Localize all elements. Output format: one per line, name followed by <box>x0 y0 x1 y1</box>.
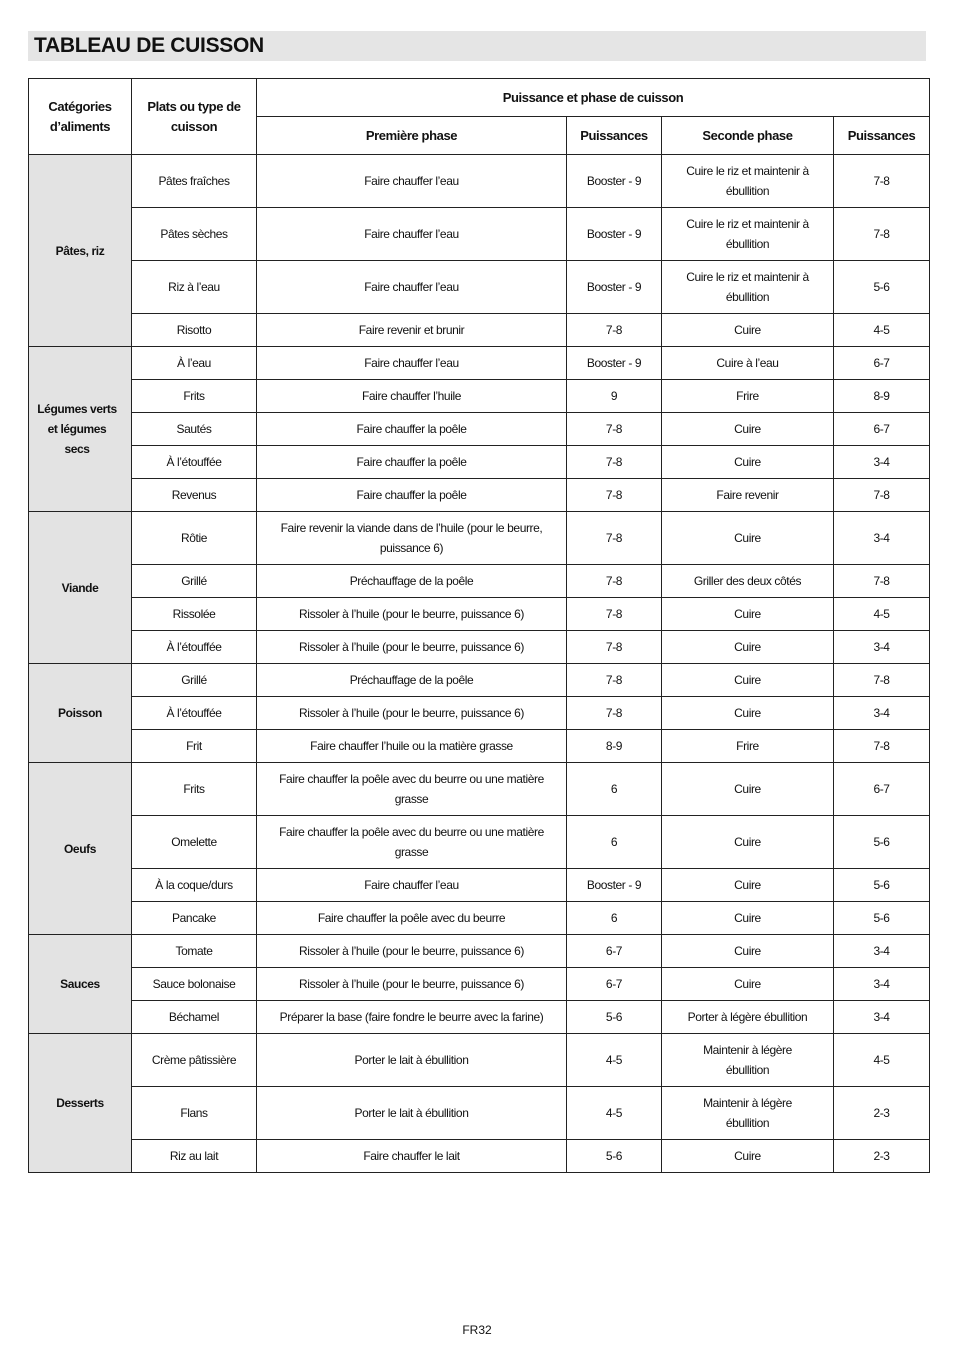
power2-cell: 5-6 <box>834 261 930 314</box>
phase2-cell: Cuire <box>662 816 834 869</box>
phase2-cell: Cuire <box>662 512 834 565</box>
phase1-cell: Porter le lait à ébullition <box>257 1034 567 1087</box>
power1-cell: 7-8 <box>567 314 662 347</box>
phase1-cell: Faire chauffer l’huile <box>257 380 567 413</box>
table-row <box>29 479 930 512</box>
power2-cell: 6-7 <box>834 413 930 446</box>
power2-cell: 3-4 <box>834 446 930 479</box>
phase2-cell: Faire revenir <box>662 479 834 512</box>
phase1-cell: Faire chauffer la poêle <box>257 446 567 479</box>
table-row <box>29 1140 930 1173</box>
category-cell: Légumes verts et légumes secs <box>29 347 132 512</box>
power2-cell: 4-5 <box>834 314 930 347</box>
table-row <box>29 902 930 935</box>
category-cell: Desserts <box>29 1034 132 1173</box>
power1-cell: 5-6 <box>567 1140 662 1173</box>
phase1-cell: Faire chauffer le lait <box>257 1140 567 1173</box>
dish-cell: Rissolée <box>132 598 257 631</box>
power2-cell: 3-4 <box>834 968 930 1001</box>
power1-cell: 6 <box>567 816 662 869</box>
table-row <box>29 565 930 598</box>
power1-cell: 6-7 <box>567 968 662 1001</box>
category-cell: Sauces <box>29 935 132 1034</box>
phase1-cell: Préparer la base (faire fondre le beurre avec la farine) <box>257 1001 567 1034</box>
power1-cell: 7-8 <box>567 697 662 730</box>
power2-cell: 2-3 <box>834 1140 930 1173</box>
dish-cell: Riz à l’eau <box>132 261 257 314</box>
power2-cell: 7-8 <box>834 155 930 208</box>
phase1-cell: Faire chauffer l’eau <box>257 208 567 261</box>
table-row <box>29 631 930 664</box>
dish-cell: Frits <box>132 763 257 816</box>
power2-cell: 3-4 <box>834 512 930 565</box>
power2-cell: 7-8 <box>834 565 930 598</box>
header-phase2: Seconde phase <box>662 117 834 155</box>
power1-cell: 7-8 <box>567 565 662 598</box>
power2-cell: 4-5 <box>834 1034 930 1087</box>
header-power2: Puissances <box>834 117 930 155</box>
category-cell: Viande <box>29 512 132 664</box>
dish-cell: Grillé <box>132 664 257 697</box>
dish-cell: À l’eau <box>132 347 257 380</box>
table-row <box>29 1087 930 1140</box>
power1-cell: 7-8 <box>567 479 662 512</box>
dish-cell: Frits <box>132 380 257 413</box>
table-row <box>29 664 930 697</box>
power1-cell: 7-8 <box>567 631 662 664</box>
table-body <box>29 155 930 1173</box>
phase2-cell: Cuire <box>662 1140 834 1173</box>
phase2-cell: Cuire <box>662 413 834 446</box>
phase2-cell: Cuire <box>662 763 834 816</box>
phase1-cell: Porter le lait à ébullition <box>257 1087 567 1140</box>
page-title: TABLEAU DE CUISSON <box>34 34 264 57</box>
table-row <box>29 730 930 763</box>
phase2-cell: Cuire <box>662 314 834 347</box>
dish-cell: Revenus <box>132 479 257 512</box>
phase1-cell: Faire chauffer l’eau <box>257 261 567 314</box>
header-phase1: Première phase <box>257 117 567 155</box>
header-categories: Catégories d’aliments <box>29 79 132 155</box>
header-plats: Plats ou type de cuisson <box>132 79 257 155</box>
phase1-cell: Faire chauffer la poêle avec du beurre <box>257 902 567 935</box>
table-row <box>29 935 930 968</box>
power2-cell: 7-8 <box>834 730 930 763</box>
power2-cell: 3-4 <box>834 1001 930 1034</box>
phase2-cell: Cuire à l’eau <box>662 347 834 380</box>
power2-cell: 8-9 <box>834 380 930 413</box>
power1-cell: Booster - 9 <box>567 208 662 261</box>
power2-cell: 5-6 <box>834 816 930 869</box>
phase2-cell: Frire <box>662 380 834 413</box>
power2-cell: 5-6 <box>834 869 930 902</box>
power1-cell: Booster - 9 <box>567 347 662 380</box>
phase2-cell: Cuire <box>662 446 834 479</box>
category-cell: Poisson <box>29 664 132 763</box>
power1-cell: 7-8 <box>567 512 662 565</box>
dish-cell: Crème pâtissière <box>132 1034 257 1087</box>
dish-cell: Risotto <box>132 314 257 347</box>
dish-cell: Sauce bolonaise <box>132 968 257 1001</box>
power1-cell: 6-7 <box>567 935 662 968</box>
dish-cell: À l’étouffée <box>132 631 257 664</box>
power2-cell: 3-4 <box>834 631 930 664</box>
table-row <box>29 816 930 869</box>
dish-cell: Grillé <box>132 565 257 598</box>
table-row <box>29 968 930 1001</box>
phase2-cell: Maintenir à légère ébullition <box>662 1034 834 1087</box>
power1-cell: Booster - 9 <box>567 869 662 902</box>
power2-cell: 5-6 <box>834 902 930 935</box>
phase1-cell: Faire chauffer l’eau <box>257 155 567 208</box>
phase1-cell: Rissoler à l’huile (pour le beurre, puissance 6) <box>257 598 567 631</box>
phase1-cell: Rissoler à l’huile (pour le beurre, puissance 6) <box>257 631 567 664</box>
power1-cell: 8-9 <box>567 730 662 763</box>
power2-cell: 3-4 <box>834 697 930 730</box>
power1-cell: 7-8 <box>567 598 662 631</box>
dish-cell: Rôtie <box>132 512 257 565</box>
table-row <box>29 697 930 730</box>
phase2-cell: Griller des deux côtés <box>662 565 834 598</box>
power2-cell: 2-3 <box>834 1087 930 1140</box>
phase1-cell: Faire chauffer l’eau <box>257 347 567 380</box>
phase1-cell: Rissoler à l’huile (pour le beurre, puissance 6) <box>257 968 567 1001</box>
phase1-cell: Faire revenir et brunir <box>257 314 567 347</box>
phase1-cell: Faire chauffer la poêle <box>257 479 567 512</box>
phase1-cell: Faire chauffer l’huile ou la matière grasse <box>257 730 567 763</box>
phase2-cell: Cuire <box>662 968 834 1001</box>
phase2-cell: Maintenir à légère ébullition <box>662 1087 834 1140</box>
table-row <box>29 314 930 347</box>
phase1-cell: Préchauffage de la poêle <box>257 664 567 697</box>
phase2-cell: Frire <box>662 730 834 763</box>
table-row <box>29 208 930 261</box>
phase2-cell: Cuire le riz et maintenir à ébullition <box>662 261 834 314</box>
table-row <box>29 512 930 565</box>
power2-cell: 6-7 <box>834 763 930 816</box>
phase1-cell: Faire chauffer la poêle <box>257 413 567 446</box>
table-row <box>29 446 930 479</box>
table-row <box>29 155 930 208</box>
category-cell: Oeufs <box>29 763 132 935</box>
power1-cell: Booster - 9 <box>567 261 662 314</box>
dish-cell: Frit <box>132 730 257 763</box>
table-row <box>29 380 930 413</box>
table-row <box>29 1034 930 1087</box>
phase2-cell: Porter à légère ébullition <box>662 1001 834 1034</box>
table-row <box>29 598 930 631</box>
dish-cell: Pâtes sèches <box>132 208 257 261</box>
power2-cell: 7-8 <box>834 479 930 512</box>
power1-cell: 6 <box>567 763 662 816</box>
dish-cell: Sautés <box>132 413 257 446</box>
dish-cell: Tomate <box>132 935 257 968</box>
power1-cell: 7-8 <box>567 664 662 697</box>
phase1-cell: Rissoler à l’huile (pour le beurre, puissance 6) <box>257 935 567 968</box>
phase2-cell: Cuire <box>662 935 834 968</box>
phase1-cell: Rissoler à l’huile (pour le beurre, puissance 6) <box>257 697 567 730</box>
power1-cell: 7-8 <box>567 413 662 446</box>
header-group: Puissance et phase de cuisson <box>257 79 930 117</box>
phase1-cell: Préchauffage de la poêle <box>257 565 567 598</box>
table-row <box>29 869 930 902</box>
power1-cell: 4-5 <box>567 1087 662 1140</box>
table-row <box>29 347 930 380</box>
table-row <box>29 261 930 314</box>
dish-cell: Pâtes fraîches <box>132 155 257 208</box>
phase1-cell: Faire revenir la viande dans de l’huile (pour le beurre, puissance 6) <box>257 512 567 565</box>
power1-cell: 7-8 <box>567 446 662 479</box>
phase1-cell: Faire chauffer l’eau <box>257 869 567 902</box>
phase2-cell: Cuire le riz et maintenir à ébullition <box>662 155 834 208</box>
power2-cell: 7-8 <box>834 664 930 697</box>
dish-cell: Flans <box>132 1087 257 1140</box>
title-bar <box>28 31 926 61</box>
cooking-table <box>28 78 930 1173</box>
power2-cell: 4-5 <box>834 598 930 631</box>
category-cell: Pâtes, riz <box>29 155 132 347</box>
phase2-cell: Cuire <box>662 697 834 730</box>
table-row <box>29 413 930 446</box>
phase1-cell: Faire chauffer la poêle avec du beurre ou une matière grasse <box>257 816 567 869</box>
phase2-cell: Cuire <box>662 664 834 697</box>
power1-cell: 5-6 <box>567 1001 662 1034</box>
power1-cell: 6 <box>567 902 662 935</box>
power1-cell: 9 <box>567 380 662 413</box>
dish-cell: À l’étouffée <box>132 697 257 730</box>
dish-cell: À l’étouffée <box>132 446 257 479</box>
table-row <box>29 1001 930 1034</box>
phase2-cell: Cuire <box>662 869 834 902</box>
dish-cell: Pancake <box>132 902 257 935</box>
dish-cell: À la coque/durs <box>132 869 257 902</box>
dish-cell: Riz au lait <box>132 1140 257 1173</box>
phase2-cell: Cuire <box>662 902 834 935</box>
power1-cell: 4-5 <box>567 1034 662 1087</box>
phase2-cell: Cuire le riz et maintenir à ébullition <box>662 208 834 261</box>
power2-cell: 6-7 <box>834 347 930 380</box>
phase2-cell: Cuire <box>662 598 834 631</box>
power2-cell: 7-8 <box>834 208 930 261</box>
dish-cell: Béchamel <box>132 1001 257 1034</box>
power1-cell: Booster - 9 <box>567 155 662 208</box>
table-row <box>29 763 930 816</box>
phase2-cell: Cuire <box>662 631 834 664</box>
page-number: FR32 <box>462 1323 492 1337</box>
dish-cell: Omelette <box>132 816 257 869</box>
header-power1: Puissances <box>567 117 662 155</box>
phase1-cell: Faire chauffer la poêle avec du beurre ou une matière grasse <box>257 763 567 816</box>
power2-cell: 3-4 <box>834 935 930 968</box>
